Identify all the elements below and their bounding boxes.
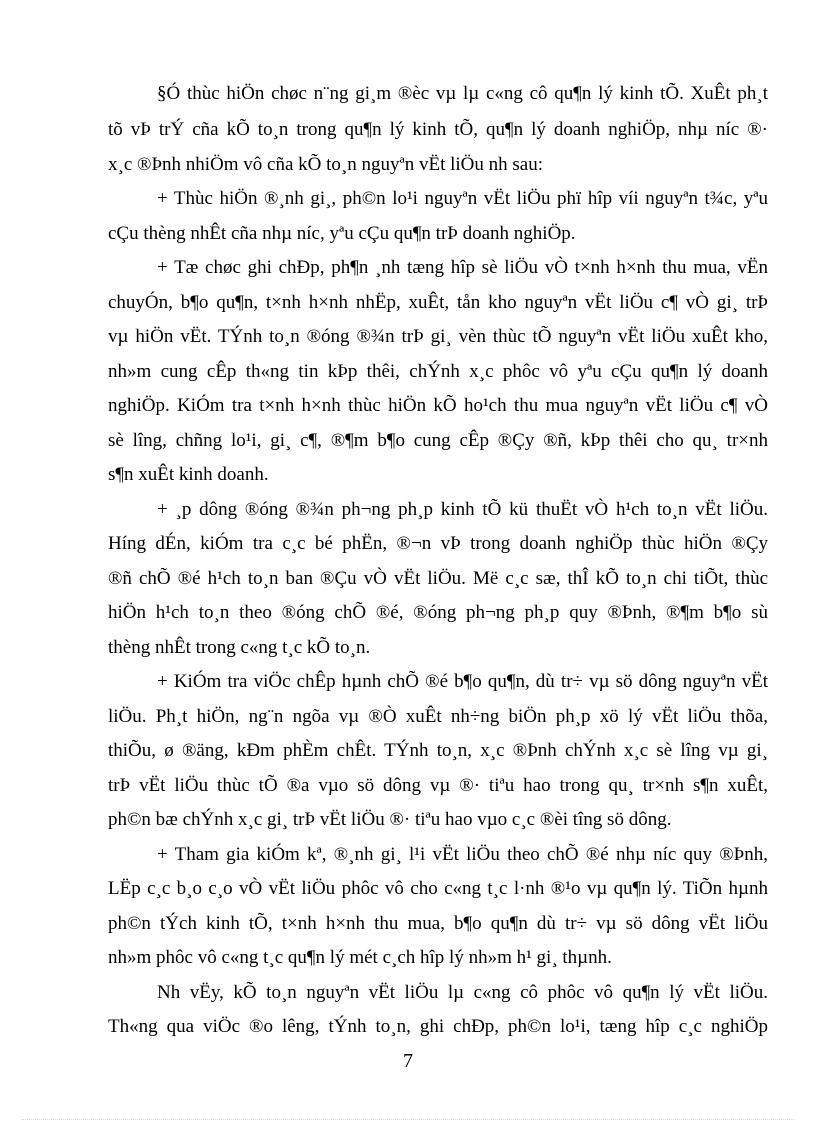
- text-line: nghiÖp. KiÓm tra t×nh h×nh thùc hiÖn kÕ ho¹ch thu mua nguyªn vËt liÖu c¶ vÒ: [108, 395, 768, 416]
- text-line: + Tæ chøc ghi chÐp, ph¶n ¸nh tæng hîp sè liÖu vÒ t×nh h×nh thu mua, vËn: [157, 257, 768, 278]
- text-line: x¸c ®Þnh nhiÖm vô cña kÕ to¸n nguyªn vËt liÖu nh sau:: [108, 154, 543, 175]
- text-line: Híng dÉn, kiÓm tra c¸c bé phËn, ®¬n vÞ trong doanh nghiÖp thùc hiÖn ®Çy: [108, 533, 768, 554]
- text-line: Th«ng qua viÖc ®o lêng, tÝnh to¸n, ghi chÐp, ph©n lo¹i, tæng hîp c¸c nghiÖp: [108, 1016, 768, 1037]
- text-line: §Ó thùc hiÖn chøc n¨ng gi¸m ®èc vµ lµ c«ng cô qu¶n lý kinh tÕ. XuÊt ph¸t: [157, 83, 768, 104]
- text-line: LËp c¸c b¸o c¸o vÒ vËt liÖu phôc vô cho c«ng t¸c l·nh ®¹o vµ qu¶n lý. TiÕn hµnh: [108, 878, 768, 899]
- text-line: thèng nhÊt trong c«ng t¸c kÕ to¸n.: [108, 637, 371, 658]
- text-line: trÞ vËt liÖu thùc tÕ ®a vµo sö dông vµ ®· tiªu hao trong qu¸ tr×nh s¶n xuÊt,: [108, 775, 768, 796]
- text-line: ®ñ chÕ ®é h¹ch to¸n ban ®Çu vÒ vËt liÖu. Më c¸c sæ, thÎ kÕ to¸n chi tiÕt, thùc: [108, 568, 768, 589]
- page-number: 7: [403, 1050, 413, 1072]
- text-line: vµ hiÖn vËt. TÝnh to¸n ®óng ®¾n trÞ gi¸ vèn thùc tÕ nguyªn vËt liÖu xuÊt kho,: [108, 326, 768, 347]
- text-line: + Tham gia kiÓm kª, ®¸nh gi¸ l¹i vËt liÖu theo chÕ ®é nhµ níc quy ®Þnh,: [157, 844, 768, 865]
- text-line: hiÖn h¹ch to¸n theo ®óng chÕ ®é, ®óng ph¬ng ph¸p quy ®Þnh, ®¶m b¶o sù: [108, 602, 768, 623]
- text-line: cÇu thèng nhÊt cña nhµ níc, yªu cÇu qu¶n trÞ doanh nghiÖp.: [108, 223, 576, 244]
- text-line: + Thùc hiÖn ®¸nh gi¸, ph©n lo¹i nguyªn vËt liÖu phï hîp víi nguyªn t¾c, yªu: [157, 188, 768, 209]
- text-line: liÖu. Ph¸t hiÖn, ng¨n ngõa vµ ®Ò xuÊt nh÷ng biÖn ph¸p xö lý vËt liÖu thõa,: [108, 706, 768, 727]
- text-line: nh»m phôc vô c«ng t¸c qu¶n lý mét c¸ch hîp lý nh»m h¹ gi¸ thµnh.: [108, 947, 612, 968]
- text-line: + ¸p dông ®óng ®¾n ph¬ng ph¸p kinh tÕ kü thuËt vÒ h¹ch to¸n vËt liÖu.: [157, 499, 768, 520]
- text-line: + KiÓm tra viÖc chÊp hµnh chÕ ®é b¶o qu¶n, dù tr÷ vµ sö dông nguyªn vËt: [157, 671, 768, 692]
- footer-divider: [22, 1119, 794, 1120]
- text-line: ph©n bæ chÝnh x¸c gi¸ trÞ vËt liÖu ®· tiªu hao vµo c¸c ®èi tîng sö dông.: [108, 809, 672, 830]
- text-line: s¶n xuÊt kinh doanh.: [108, 464, 269, 485]
- text-line: chuyÓn, b¶o qu¶n, t×nh h×nh nhËp, xuÊt, tån kho nguyªn vËt liÖu c¶ vÒ gi¸ trÞ: [108, 292, 768, 313]
- text-line: thiÕu, ø ®äng, kÐm phÈm chÊt. TÝnh to¸n, x¸c ®Þnh chÝnh x¸c sè lîng vµ gi¸: [108, 740, 768, 761]
- text-line: ph©n tÝch kinh tÕ, t×nh h×nh thu mua, b¶o qu¶n dù tr÷ vµ sö dông vËt liÖu: [108, 913, 768, 934]
- text-line: tõ vÞ trÝ cña kÕ to¸n trong qu¶n lý kinh tÕ, qu¶n lý doanh nghiÖp, nhµ níc ®·: [108, 119, 768, 140]
- text-line: nh»m cung cÊp th«ng tin kÞp thêi, chÝnh x¸c phôc vô yªu cÇu qu¶n lý doanh: [108, 361, 768, 382]
- text-line: Nh vËy, kÕ to¸n nguyªn vËt liÖu lµ c«ng cô phôc vô qu¶n lý vËt liÖu.: [157, 982, 768, 1003]
- text-line: sè lîng, chñng lo¹i, gi¸ c¶, ®¶m b¶o cung cÊp ®Çy ®ñ, kÞp thêi cho qu¸ tr×nh: [108, 430, 768, 451]
